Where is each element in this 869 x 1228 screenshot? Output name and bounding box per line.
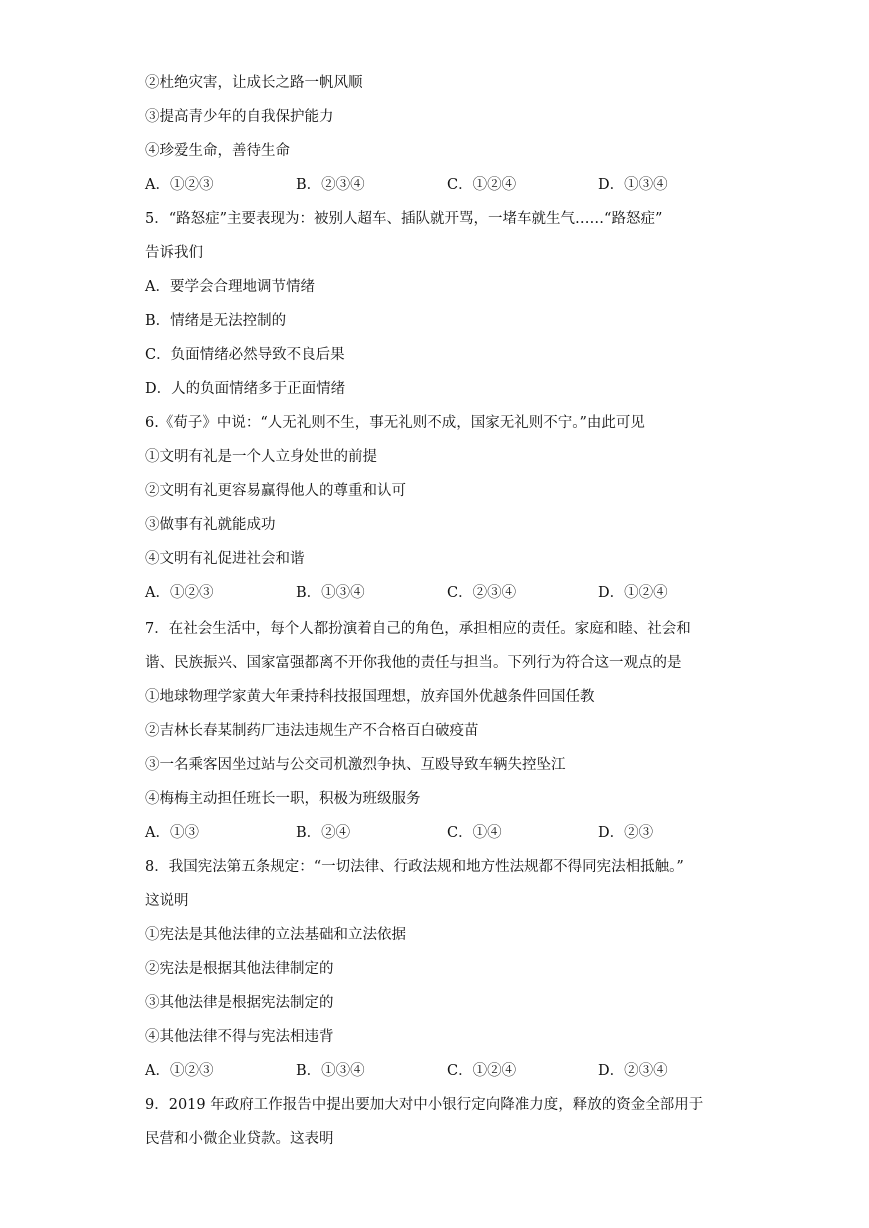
q5-option-b: B．情绪是无法控制的 — [145, 313, 287, 329]
q4-option-b: B．②③④ — [296, 177, 365, 193]
q7-options — [145, 823, 745, 843]
q9-stem-line2: 民营和小微企业贷款。这表明 — [145, 1131, 334, 1147]
q7-option-d: D．②③ — [598, 825, 654, 841]
q7-option-a: A．①③ — [145, 825, 199, 841]
q7-item-1: ①地球物理学家黄大年秉持科技报国理想，放弃国外优越条件回国任教 — [145, 689, 595, 705]
q8-option-c: C．①②④ — [447, 1063, 517, 1079]
q7-option-c: C．①④ — [447, 825, 502, 841]
q7-item-3: ③一名乘客因坐过站与公交司机激烈争执、互殴导致车辆失控坠江 — [145, 757, 566, 773]
q4-item-2: ②杜绝灾害，让成长之路一帆风顺 — [145, 75, 363, 91]
q5-option-d: D．人的负面情绪多于正面情绪 — [145, 381, 346, 397]
q4-option-c: C．①②④ — [447, 177, 517, 193]
q7-item-4: ④梅梅主动担任班长一职，积极为班级服务 — [145, 791, 421, 807]
q6-item-1: ①文明有礼是一个人立身处世的前提 — [145, 449, 377, 465]
q6-option-d: D．①②④ — [598, 585, 668, 601]
q6-option-b: B．①③④ — [296, 585, 365, 601]
q8-item-4: ④其他法律不得与宪法相违背 — [145, 1029, 334, 1045]
q5-option-c: C．负面情绪必然导致不良后果 — [145, 347, 345, 363]
q8-stem-line1: 8．我国宪法第五条规定：“一切法律、行政法规和地方性法规都不得同宪法相抵触。” — [145, 859, 684, 875]
q8-option-d: D．②③④ — [598, 1063, 668, 1079]
q6-stem: 6.《荀子》中说：“人无礼则不生，事无礼则不成，国家无礼则不宁。”由此可见 — [145, 415, 645, 431]
q8-item-2: ②宪法是根据其他法律制定的 — [145, 961, 334, 977]
q4-option-d: D．①③④ — [598, 177, 668, 193]
q8-option-b: B．①③④ — [296, 1063, 365, 1079]
q7-stem-line1: 7．在社会生活中，每个人都扮演着自己的角色，承担相应的责任。家庭和睦、社会和 — [145, 621, 691, 637]
q9-stem-line1: 9．2019 年政府工作报告中提出要加大对中小银行定向降准力度，释放的资金全部用于 — [145, 1097, 704, 1113]
q4-item-4: ④珍爱生命，善待生命 — [145, 143, 290, 159]
q7-stem-line2: 谐、民族振兴、国家富强都离不开你我他的责任与担当。下列行为符合这一观点的是 — [145, 655, 682, 671]
q7-item-2: ②吉林长春某制药厂违法违规生产不合格百白破疫苗 — [145, 723, 479, 739]
q6-item-3: ③做事有礼就能成功 — [145, 517, 276, 533]
q4-option-a: A．①②③ — [145, 177, 214, 193]
q8-item-1: ①宪法是其他法律的立法基础和立法依据 — [145, 927, 406, 943]
q6-options — [145, 583, 745, 603]
q8-options — [145, 1061, 745, 1081]
q4-item-3: ③提高青少年的自我保护能力 — [145, 109, 334, 125]
q6-item-2: ②文明有礼更容易赢得他人的尊重和认可 — [145, 483, 406, 499]
q8-option-a: A．①②③ — [145, 1063, 214, 1079]
q6-option-c: C．②③④ — [447, 585, 517, 601]
q8-stem-line2: 这说明 — [145, 893, 189, 909]
q6-option-a: A．①②③ — [145, 585, 214, 601]
q8-item-3: ③其他法律是根据宪法制定的 — [145, 995, 334, 1011]
q5-stem-line2: 告诉我们 — [145, 245, 203, 261]
q6-item-4: ④文明有礼促进社会和谐 — [145, 551, 305, 567]
q5-option-a: A．要学会合理地调节情绪 — [145, 279, 315, 295]
q7-option-b: B．②④ — [296, 825, 351, 841]
q4-options — [145, 175, 745, 195]
q5-stem-line1: 5．“路怒症”主要表现为：被别人超车、插队就开骂，一堵车就生气……“路怒症” — [145, 211, 663, 227]
